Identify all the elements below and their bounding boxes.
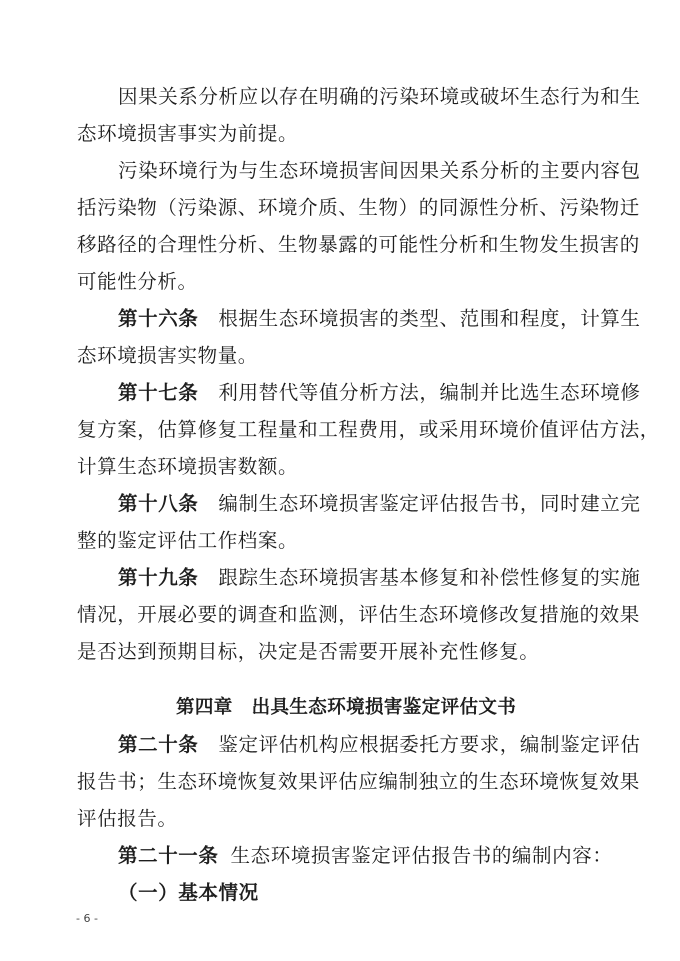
article-20-label: 第二十条 (118, 733, 199, 756)
paragraph-2-line-3: 移路径的合理性分析、生物暴露的可能性分析和生物发生损害的 (77, 233, 640, 256)
article-18-line-1 (118, 491, 641, 517)
article-16-line-2: 态环境损害实物量。 (77, 344, 258, 367)
article-19-line-2: 情况，开展必要的调查和监测，评估生态环境修改复措施的效果 (77, 603, 640, 626)
article-21-text: 生态环境损害鉴定评估报告书的编制内容： (230, 844, 613, 867)
article-16-text: 根据生态环境损害的类型、范围和程度，计算生 (218, 307, 641, 330)
chapter-4-heading: 第四章 出具生态环境损害鉴定评估文书 (176, 697, 517, 718)
article-19-line-3: 是否达到预期目标，决定是否需要开展补充性修复。 (77, 640, 540, 663)
article-20-line-2: 报告书；生态环境恢复效果评估应编制独立的生态环境恢复效果 (77, 770, 640, 793)
article-18-label: 第十八条 (118, 492, 199, 515)
article-17-text: 利用替代等值分析方法，编制并比选生态环境修 (218, 381, 641, 404)
paragraph-2-line-2: 括污染物（污染源、环境介质、生物）的同源性分析、污染物迁 (77, 196, 640, 219)
paragraph-2-line-4: 可能性分析。 (77, 270, 198, 293)
paragraph-1-line-1: 因果关系分析应以存在明确的污染环境或破坏生态行为和生 (118, 85, 641, 108)
item-1-basic-situation: （一）基本情况 (118, 881, 259, 904)
paragraph-1-line-2: 态环境损害事实为前提。 (77, 122, 299, 145)
article-16-label: 第十六条 (118, 307, 199, 330)
article-16-line-1 (118, 306, 641, 332)
article-21-line-1 (118, 843, 612, 869)
article-17-line-2: 复方案，估算修复工程量和工程费用，或采用环境价值评估方法， (77, 418, 660, 441)
paragraph-2-line-1: 污染环境行为与生态环境损害间因果关系分析的主要内容包 (118, 159, 641, 182)
article-18-text: 编制生态环境损害鉴定评估报告书，同时建立完 (218, 492, 641, 515)
article-21-label: 第二十一条 (118, 844, 219, 867)
article-19-text: 跟踪生态环境损害基本修复和补偿性修复的实施 (218, 566, 641, 589)
article-18-line-2: 整的鉴定评估工作档案。 (77, 529, 299, 552)
article-20-line-1 (118, 732, 641, 758)
article-20-text: 鉴定评估机构应根据委托方要求，编制鉴定评估 (218, 733, 641, 756)
article-19-line-1 (118, 565, 641, 591)
article-20-line-3: 评估报告。 (77, 807, 178, 830)
article-17-line-3: 计算生态环境损害数额。 (77, 455, 299, 478)
article-19-label: 第十九条 (118, 566, 199, 589)
article-17-label: 第十七条 (118, 381, 199, 404)
page-number: - 6 - (76, 912, 98, 925)
article-17-line-1 (118, 380, 641, 406)
